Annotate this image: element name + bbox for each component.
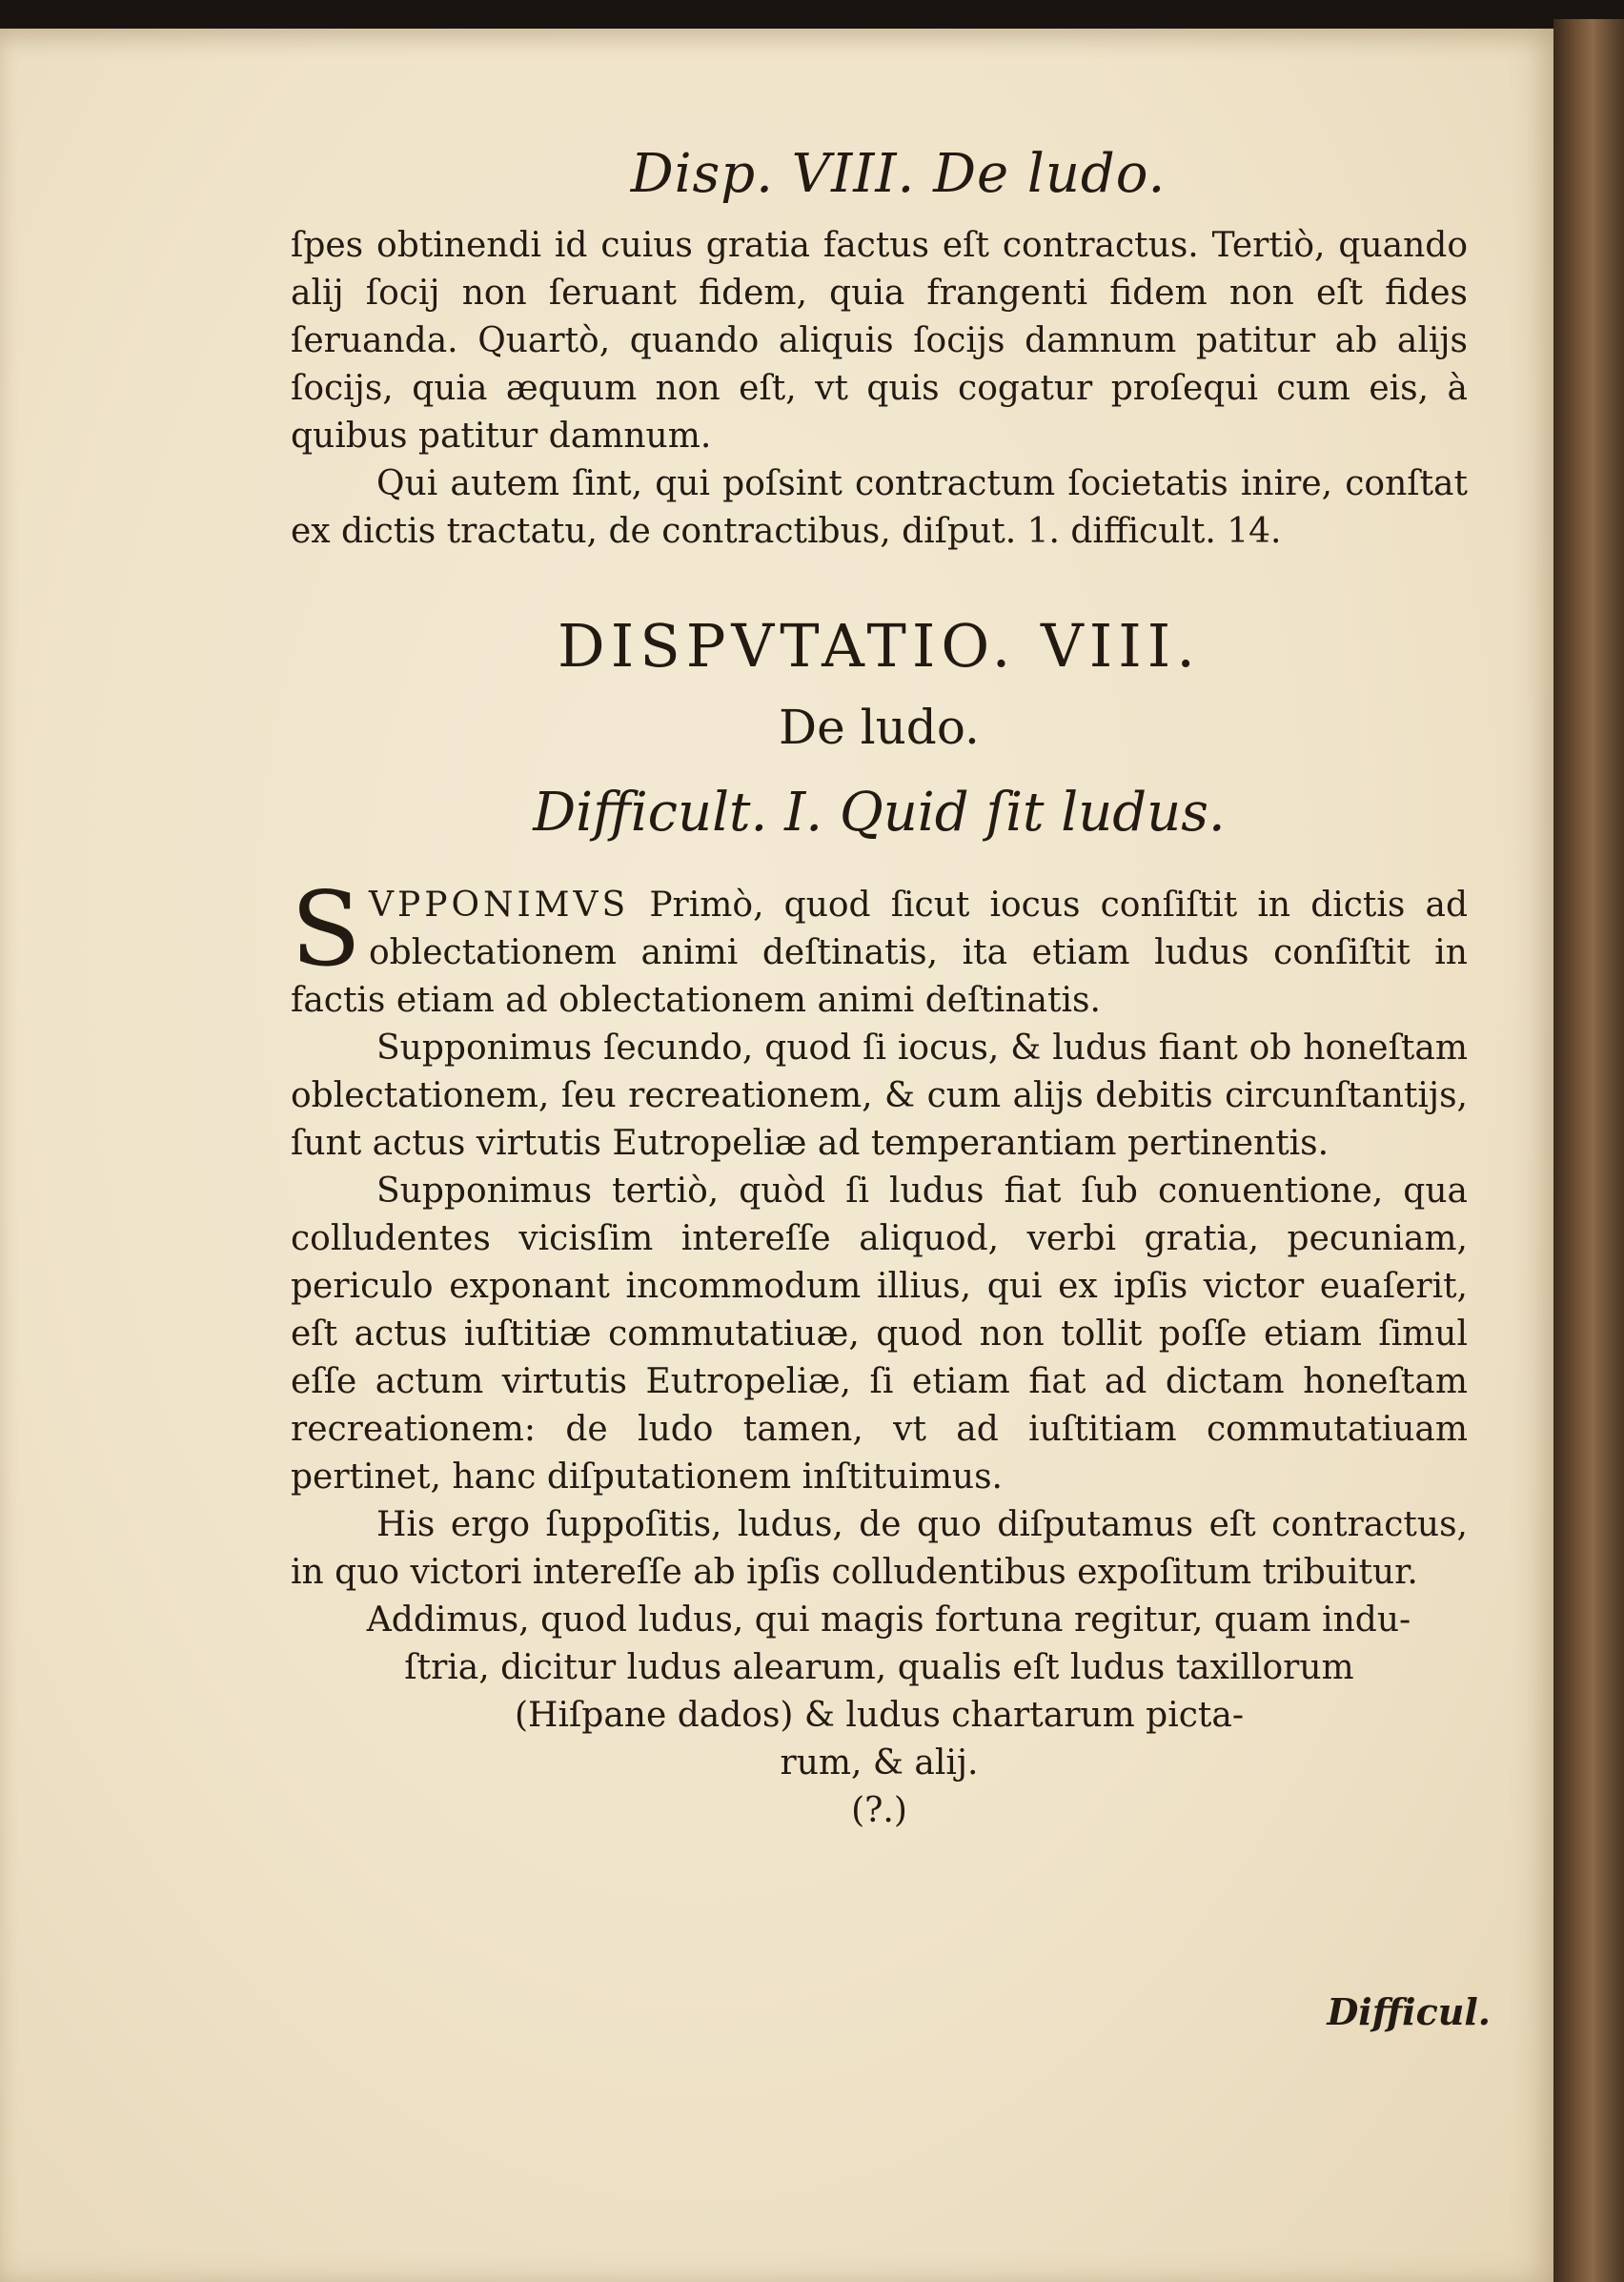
opening-rest: Primò, quod ſicut iocus conſiſtit in dictis ad oblectationem animi deſtinatis, ita etiam ludus conſiſtit in factis etiam ad oblectationem animi deſtinatis. <box>291 886 1468 1020</box>
catchword: Difficul. <box>1327 1990 1491 2033</box>
page-number: (?.) <box>851 1791 907 1830</box>
drop-cap: S <box>291 870 361 989</box>
second-paragraph: Qui autem ſint, qui poſsint contractum ſocietatis inire, conſtat ex dictis tractatu, de contractibus, diſput. 1. difficult. 14. <box>291 464 1468 551</box>
book-spine-edge <box>1553 19 1624 2282</box>
closing-lines <box>291 1597 1468 1787</box>
closing-line: ſtria, dicitur ludus alearum, qualis eſt ludus taxillorum <box>404 1648 1354 1687</box>
disputatio-subtitle: De ludo. <box>779 700 980 755</box>
paragraph-his: His ergo ſuppoſitis, ludus, de quo diſputamus eſt contractus, in quo victori intereſſe ab ipſis colludentibus expoſitum tribuitur. <box>291 1505 1468 1592</box>
opening-smallcaps: VPPONIMVS <box>369 886 630 925</box>
closing-line: Addimus, quod ludus, qui magis fortuna regitur, quam indu- <box>366 1600 1411 1640</box>
disputatio-title: DISPVTATIO. VIII. <box>558 611 1201 681</box>
difficult-heading: Difficult. I. Quid ſit ludus. <box>533 782 1226 844</box>
page-text-block <box>291 143 1468 1830</box>
closing-line: (Hiſpane dados) & ludus chartarum picta- <box>515 1696 1244 1735</box>
paragraph-secundo: Supponimus ſecundo, quod ſi iocus, & ludus fiant ob honeſtam oblectationem, ſeu recreationem, & cum alijs debitis circunſtantijs, ſunt actus virtutis Eutropeliæ ad temperantiam pertinentis. <box>291 1029 1468 1163</box>
opening-paragraph <box>291 870 1468 1025</box>
running-head: Disp. VIII. De ludo. <box>630 143 1167 205</box>
paragraph-tertio: Supponimus tertiò, quòd ſi ludus fiat ſub conuentione, qua colludentes vicisſim intereſſe aliquod, verbi gratia, pecuniam, periculo exponant incommodum illius, qui ex ipſis victor euaſerit, eſt actus iuſtitiæ commutatiuæ, quod non tollit poſſe etiam ſimul eſſe actum virtutis Eutropeliæ, ſi etiam fiat ad dictam honeſtam recreationem: de ludo tamen, vt ad iuſtitiam commutatiuam pertinet, hanc diſputationem inſtituimus. <box>291 1172 1468 1497</box>
top-paragraph: ſpes obtinendi id cuius gratia factus eſt contractus. Tertiò, quando alij ſocij non ſeruant fidem, quia frangenti fidem non eſt fides ſeruanda. Quartò, quando aliquis ſocijs damnum patitur ab alijs ſocijs, quia æquum non eſt, vt quis cogatur proſequi cum eis, à quibus patitur damnum. <box>291 226 1468 456</box>
closing-line: rum, & alij. <box>780 1743 979 1783</box>
